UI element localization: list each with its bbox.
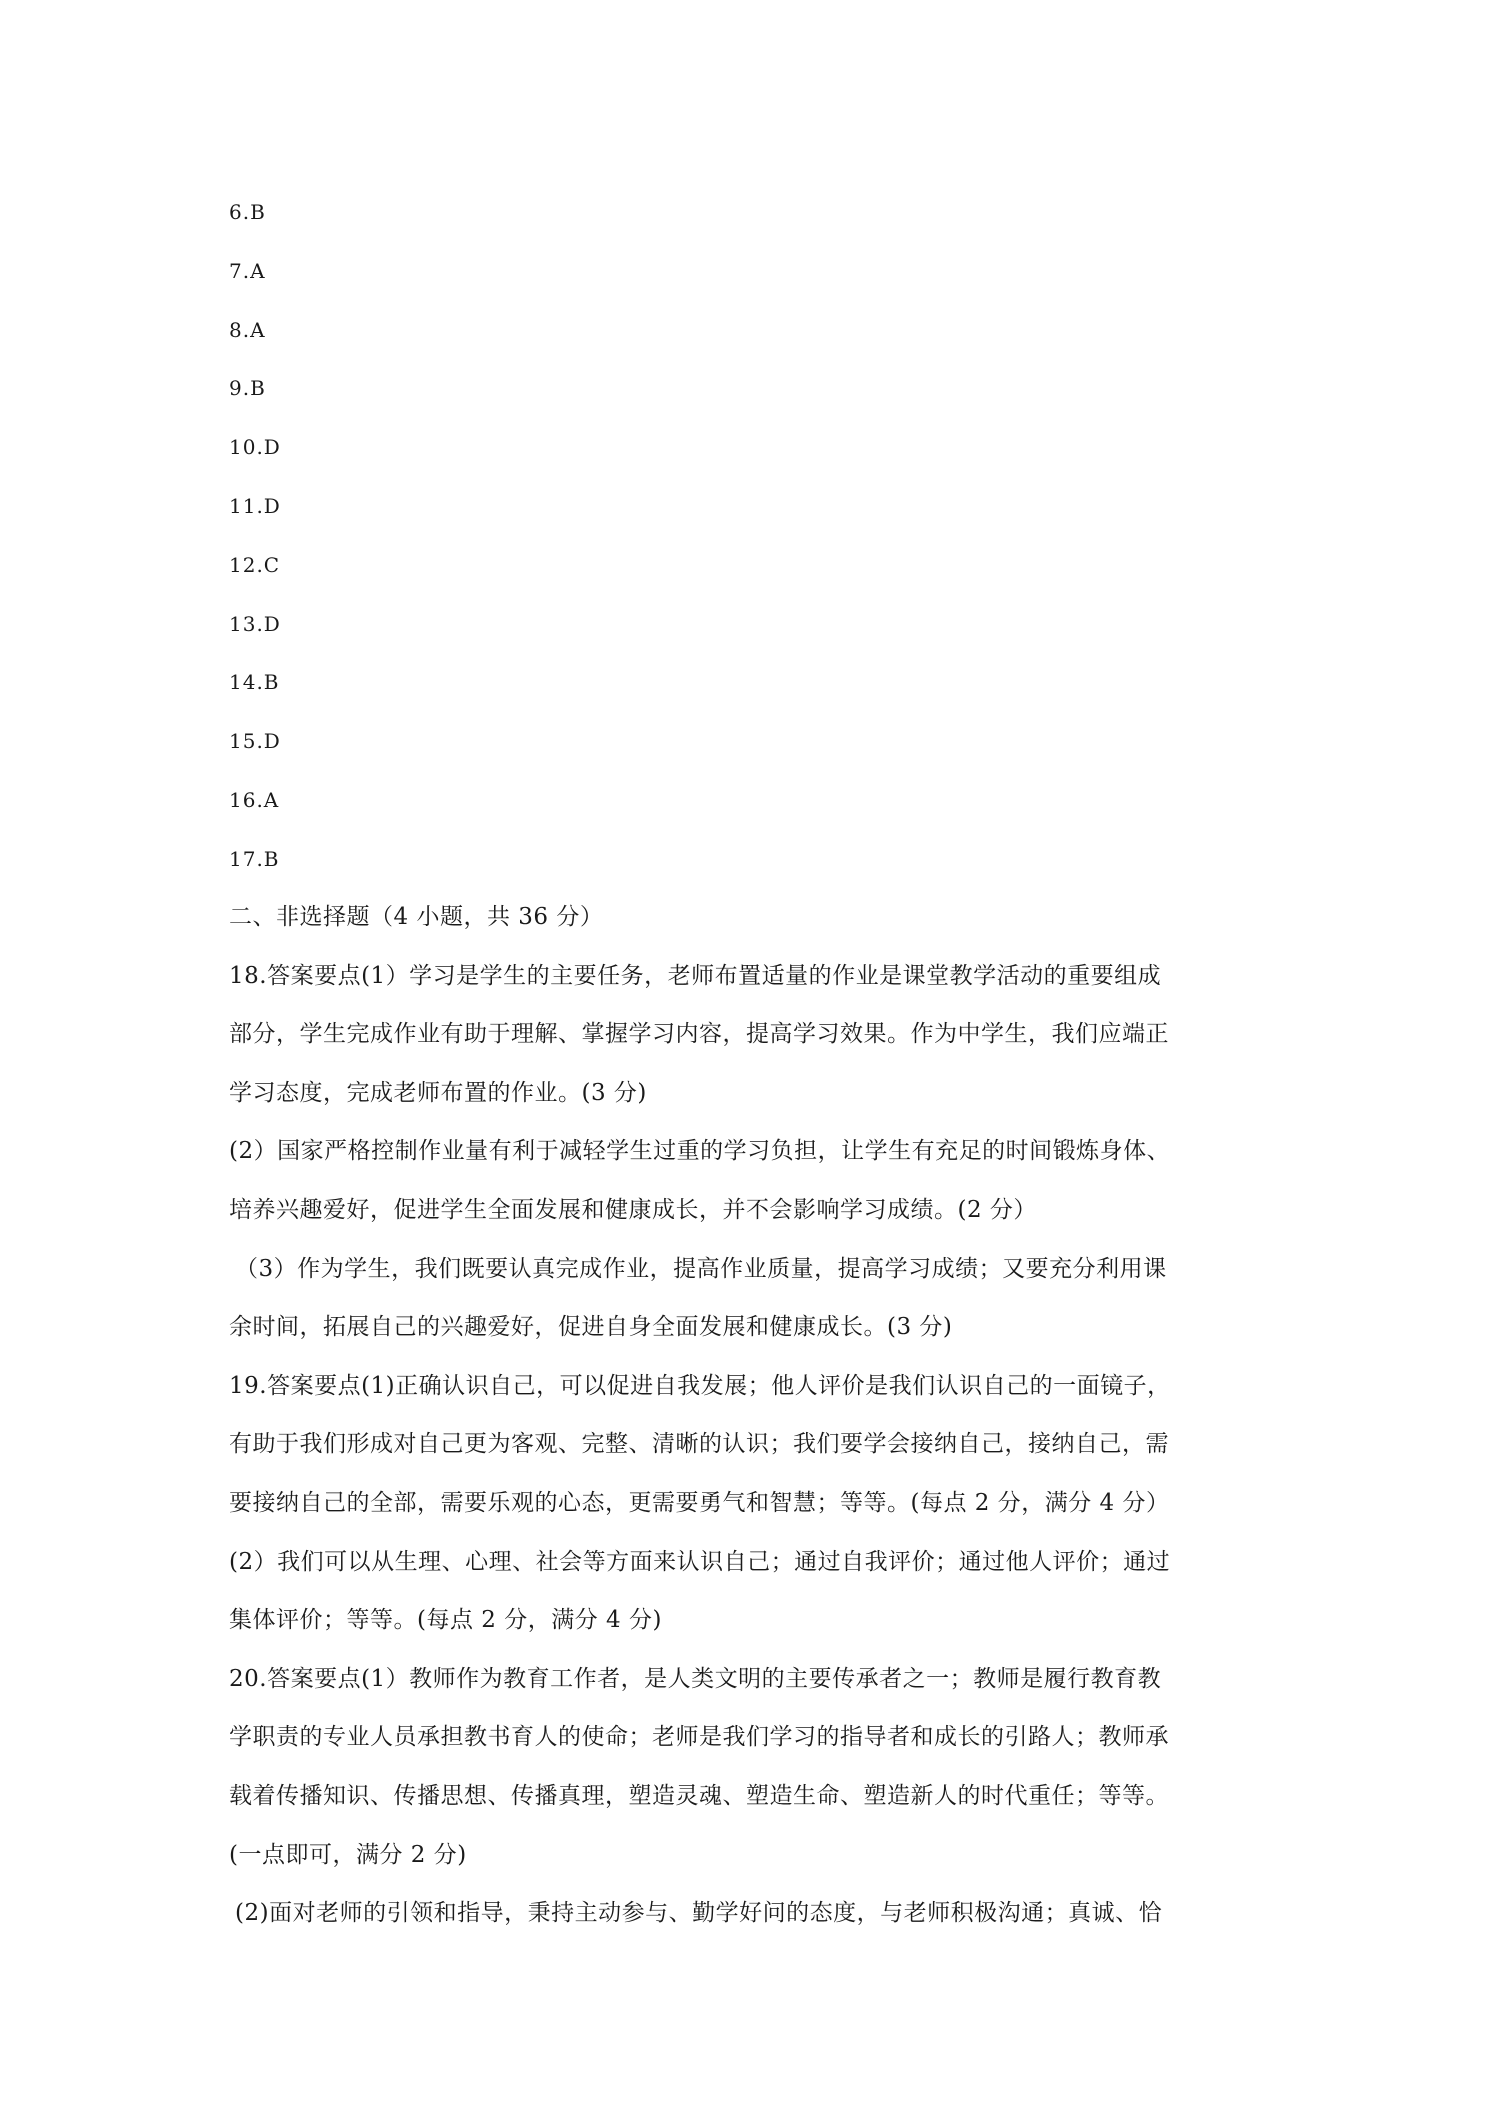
answer-16: 16.A [229,787,280,812]
q18-part2-line-1: (2）国家严格控制作业量有利于减轻学生过重的学习负担，让学生有充足的时间锻炼身体、 [229,1138,1171,1165]
q18-line-2: 部分，学生完成作业有助于理解、掌握学习内容，提高学习效果。作为中学生，我们应端正 [229,1021,1169,1048]
q20-line-3: 载着传播知识、传播思想、传播真理，塑造灵魂、塑造生命、塑造新人的时代重任；等等。 [229,1782,1169,1809]
q18-part3-line-1: （3）作为学生，我们既要认真完成作业，提高作业质量，提高学习成绩；又要充分利用课 [235,1255,1167,1282]
answer-17: 17.B [229,846,280,871]
answer-10: 10.D [229,435,281,460]
q18-line-3: 学习态度，完成老师布置的作业。(3 分) [229,1079,647,1106]
answer-11: 11.D [229,493,281,518]
multiple-choice-answer-list [229,190,289,896]
answer-7: 7.A [229,258,266,283]
q19-line-2: 有助于我们形成对自己更为客观、完整、清晰的认识；我们要学会接纳自己，接纳自己，需 [229,1431,1169,1458]
section-heading: 二、非选择题（4 小题，共 36 分） [229,904,604,930]
q20-part2-line-1: (2)面对老师的引领和指导，秉持主动参与、勤学好问的态度，与老师积极沟通；真诚、恰 [235,1900,1163,1927]
non-multiple-choice-section [229,895,1269,1950]
answer-13: 13.D [229,611,281,636]
q18-part2-line-2: 培养兴趣爱好，促进学生全面发展和健康成长，并不会影响学习成绩。(2 分） [229,1196,1037,1223]
answer-6: 6.B [229,200,266,224]
q18-line-1: 18.答案要点(1）学习是学生的主要任务，老师布置适量的作业是课堂教学活动的重要组成 [229,962,1162,989]
answer-14: 14.B [229,670,280,695]
q19-part2-line-2: 集体评价；等等。(每点 2 分，满分 4 分) [229,1607,662,1634]
q20-line-2: 学职责的专业人员承担教书育人的使命；老师是我们学习的指导者和成长的引路人；教师承 [229,1724,1169,1751]
q19-line-1: 19.答案要点(1)正确认识自己，可以促进自我发展；他人评价是我们认识自己的一面镜子， [229,1372,1171,1399]
q20-line-1: 20.答案要点(1）教师作为教育工作者，是人类文明的主要传承者之一；教师是履行教育教 [229,1665,1162,1692]
answer-15: 15.D [229,729,281,754]
q18-part3-line-2: 余时间，拓展自己的兴趣爱好，促进自身全面发展和健康成长。(3 分) [229,1314,953,1341]
answer-12: 12.C [229,552,281,577]
answer-9: 9.B [229,376,266,401]
q19-line-3: 要接纳自己的全部，需要乐观的心态，更需要勇气和智慧；等等。(每点 2 分，满分 4 分） [229,1489,1170,1516]
q20-line-4: (一点即可，满分 2 分) [229,1841,467,1868]
answer-8: 8.A [229,317,266,342]
q19-part2-line-1: (2）我们可以从生理、心理、社会等方面来认识自己；通过自我评价；通过他人评价；通过 [229,1548,1171,1575]
